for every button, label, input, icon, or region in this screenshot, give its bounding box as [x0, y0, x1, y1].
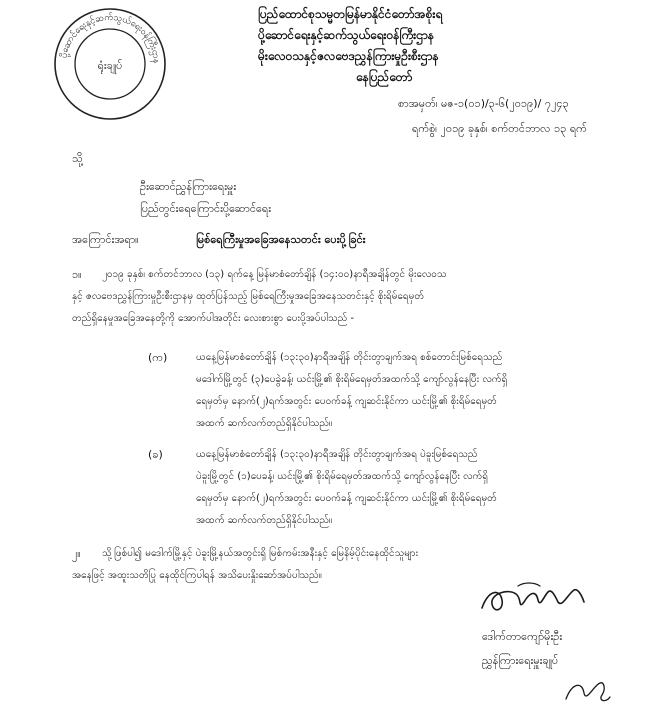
item-ka-line: မဒေါက်မြို့တွင် (၃)ပေခွဲခန့်၊ ယင်းမြို့၏ စိုးရိမ်ရေမှတ်အထက်သို့ ကျော်လွန်နေပြီး လက်ရှိ — [196, 374, 508, 385]
item-kha-line: ရေမှတ်မှ နောက်(၂)ရက်အတွင်း ပေ၀က်ခန့် ကျဆင်းနိုင်ကာ ယင်းမြို့၏ စိုးရိမ်ရေမှတ် — [196, 493, 497, 504]
para2-number: ၂။ — [72, 547, 81, 560]
letter-number: စာအမှတ်၊ မဇ-၁(၀၁)/၃-၆(၂၀၁၉)/ ၇၂၄၃ — [398, 97, 569, 110]
item-ka-line: အထက် ဆက်လက်တည်ရှိနိုင်ပါသည်။ — [196, 418, 333, 429]
recipient-office: ပြည်တွင်းရေကြောင်းပို့ဆောင်ရေး — [140, 202, 272, 215]
recipient-title: ဦးဆောင်ညွှန်ကြားရေးမှူး — [140, 180, 237, 193]
item-kha-line: ပဲခူးမြို့တွင် (၁)ပေခန့်၊ ယင်းမြို့၏ စိုးရိမ်ရေမှတ်အထက်သို့ ကျော်လွန်နေပြီး လက်ရှိ — [196, 471, 488, 482]
item-kha-line: အထက် ဆက်လက်တည်ရှိနိုင်ပါသည်။ — [196, 515, 333, 526]
item-ka-line: ရေမှတ်မှ နောက်(၂)ရက်အတွင်း ပေ၀က်ခန့် ကျဆင်းနိုင်ကာ ယင်းမြို့၏ စိုးရိမ်ရေမှတ် — [196, 396, 497, 407]
item-kha-line: ယနေ့မြန်မာစံတော်ချိန် (၁၃:၃၀)နာရီအချိန် တိုင်းတွာချက်အရ ပဲခူးမြစ်ရေသည် — [196, 449, 478, 460]
item-kha-number: (ခ) — [148, 448, 163, 461]
subject-text: မြစ်ရေကြီးမှုအခြေအနေသတင်း ပေးပို့ခြင်း — [196, 233, 366, 246]
letter-date: ရက်စွဲ၊ ၂၀၁၉ ခုနှစ်၊ စက်တင်ဘာလ ၁၃ ရက် — [412, 122, 587, 135]
para1-line: ၂၀၁၉ ခုနှစ်၊ စက်တင်ဘာလ (၁၃) ရက်နေ့ မြန်မာစံတော်ချိန် (၁၄:၀၀)နာရီအချိန်တွင် မိုးလေဝသ — [102, 269, 447, 280]
para2-line: သို့ဖြစ်ပါ၍ မဒေါက်မြို့နှင့် ပဲခူးမြို့နယ်အတွင်းရှိ မြစ်ကမ်းအနီးနှင့် မြေနိမ့်ပိုင်းနေထိုင်သူများ — [102, 548, 419, 559]
seal-center-text: ရုံးချုပ် — [97, 59, 123, 72]
para2-line: အနေဖြင့် အထူးသတိပြု နေထိုင်ကြပါရန် အသိပေးနှိုးဆော်အပ်ပါသည်။ — [72, 570, 322, 581]
handwritten-signature — [478, 580, 588, 620]
signatory-title: ညွှန်ကြားရေးမှူးချုပ် — [482, 654, 559, 667]
header-department: မိုးလေဝသနှင့်ဇလဗေဒညွှန်ကြားမှုဦးစီးဌာန — [258, 49, 439, 63]
header-ministry: ပို့ဆောင်ရေးနှင့်ဆက်သွယ်ရေးဝန်ကြီးဌာန — [258, 28, 434, 42]
item-ka-line: ယနေ့မြန်မာစံတော်ချိန် (၁၃:၃၀)နာရီအချိန် တိုင်းတွာချက်အရ စစ်တောင်းမြစ်ရေသည် — [196, 352, 503, 363]
signatory-name: ဒေါက်တာကျော်မိုးဦး — [482, 630, 563, 643]
para1-line: နှင့် ဇလဗေဒညွှန်ကြားမှုဦးစီးဌာနမှ ထုတ်ပြန်သည့် မြစ်ရေကြီးမှုအခြေအနေသတင်းနှင့် စိုးရိမ်ရေမှတ် — [72, 291, 425, 302]
recipient-to: သို့ — [72, 152, 83, 165]
header-government: ပြည်ထောင်စုသမ္မတမြန်မာနိုင်ငံတော်အစိုးရ — [258, 7, 443, 21]
para1-line: တည်ရှိနေမှုအခြေအနေတို့ကို အောက်ပါအတိုင်း လေးစားစွာ ပေးပို့အပ်ပါသည် - — [72, 313, 355, 324]
seal-ring-text: ပို့ဆောင်ရေးနှင့်ဆက်သွယ်ရေးဝန်ကြီးဌာန — [59, 12, 162, 64]
para1-number: ၁။ — [72, 268, 82, 281]
initial-mark — [560, 675, 612, 709]
item-ka-number: (က) — [148, 351, 168, 364]
subject-label: အကြောင်းအရာ။ — [72, 233, 139, 246]
department-seal — [52, 6, 168, 122]
header-city: နေပြည်တော် — [356, 70, 413, 84]
